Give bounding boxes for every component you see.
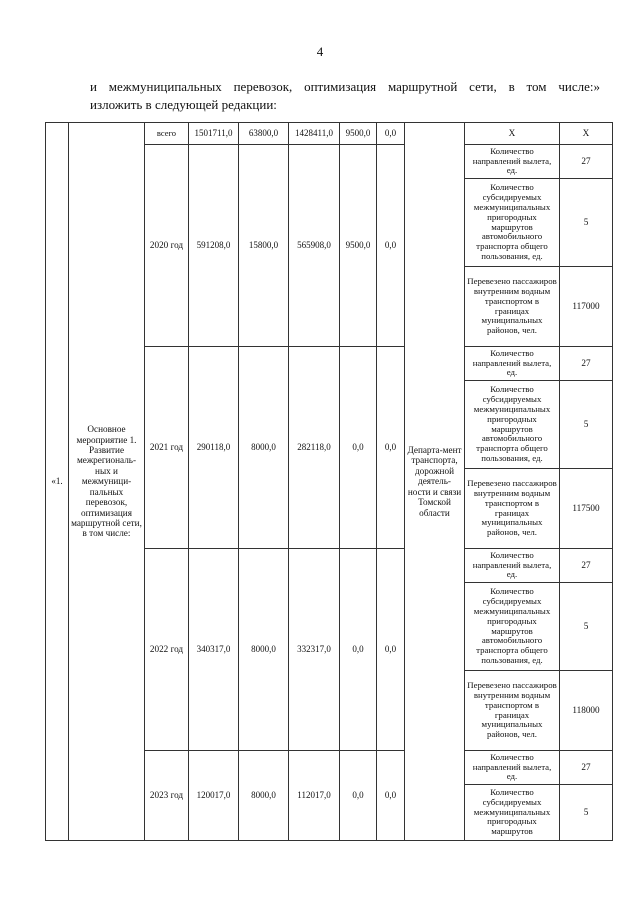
indicator-label: Количество субсидируемых межмуниципальных пригородных маршрутов автомобильного транспорта общего пользования, ед.: [465, 583, 560, 671]
indicator-value: 27: [560, 549, 613, 583]
value-cell: 591208,0: [189, 145, 239, 347]
value-cell: 15800,0: [239, 145, 289, 347]
indicator-value: 27: [560, 145, 613, 179]
value-cell: 282118,0: [289, 347, 340, 549]
intro-line-1: и межмуниципальных перевозок, оптимизация маршрутной сети, в том числе:»: [90, 79, 600, 94]
indicator-value: 27: [560, 751, 613, 785]
indicator-value: 118000: [560, 671, 613, 751]
total-indicator-value: Х: [560, 123, 613, 145]
indicator-value: 5: [560, 381, 613, 469]
indicator-label: Количество субсидируемых межмуниципальных пригородных маршрутов: [465, 785, 560, 841]
event-name: Основное мероприятие 1. Развитие межрегиональ-ных и межмуници-пальных перевозок, оптимизация маршрутной сети, в том числе:: [69, 123, 145, 841]
indicator-value: 5: [560, 179, 613, 267]
indicator-label: Количество направлений вылета, ед.: [465, 751, 560, 785]
value-cell: 290118,0: [189, 347, 239, 549]
value-cell: 112017,0: [289, 751, 340, 841]
value-cell: 120017,0: [189, 751, 239, 841]
year-cell: 2021 год: [145, 347, 189, 549]
value-cell: 0,0: [340, 347, 377, 549]
total-label: всего: [145, 123, 189, 145]
year-cell: 2020 год: [145, 145, 189, 347]
total-value: 63800,0: [239, 123, 289, 145]
year-cell: 2023 год: [145, 751, 189, 841]
value-cell: 0,0: [377, 347, 405, 549]
value-cell: 340317,0: [189, 549, 239, 751]
table-row-total: [46, 123, 613, 145]
total-value: 1501711,0: [189, 123, 239, 145]
total-value: 1428411,0: [289, 123, 340, 145]
value-cell: 0,0: [377, 549, 405, 751]
indicator-value: 27: [560, 347, 613, 381]
indicator-value: 5: [560, 785, 613, 841]
page-number: 4: [316, 44, 324, 59]
indicator-label: Количество субсидируемых межмуниципальных пригородных маршрутов автомобильного транспорта общего пользования, ед.: [465, 179, 560, 267]
total-value: 9500,0: [340, 123, 377, 145]
value-cell: 8000,0: [239, 347, 289, 549]
indicator-label: Количество направлений вылета, ед.: [465, 549, 560, 583]
total-value: 0,0: [377, 123, 405, 145]
indicator-value: 117000: [560, 267, 613, 347]
year-cell: 2022 год: [145, 549, 189, 751]
indicator-value: 5: [560, 583, 613, 671]
indicator-label: Количество направлений вылета, ед.: [465, 145, 560, 179]
row-number: «1.: [46, 123, 69, 841]
value-cell: 0,0: [340, 549, 377, 751]
value-cell: 565908,0: [289, 145, 340, 347]
total-indicator: Х: [465, 123, 560, 145]
value-cell: 0,0: [377, 145, 405, 347]
indicator-label: Перевезено пассажиров внутренним водным транспортом в границах муниципальных районов, чел.: [465, 671, 560, 751]
intro-line-2: изложить в следующей редакции:: [90, 97, 277, 112]
value-cell: 332317,0: [289, 549, 340, 751]
value-cell: 9500,0: [340, 145, 377, 347]
indicator-label: Перевезено пассажиров внутренним водным транспортом в границах муниципальных районов, чел.: [465, 469, 560, 549]
intro-text: [90, 78, 600, 114]
value-cell: 0,0: [377, 751, 405, 841]
indicator-label: Количество направлений вылета, ед.: [465, 347, 560, 381]
indicator-label: Количество субсидируемых межмуниципальных пригородных маршрутов автомобильного транспорта общего пользования, ед.: [465, 381, 560, 469]
indicator-value: 117500: [560, 469, 613, 549]
executor: Департа-мент транспорта, дорожной деятель-ности и связи Томской области: [405, 123, 465, 841]
value-cell: 0,0: [340, 751, 377, 841]
value-cell: 8000,0: [239, 549, 289, 751]
indicator-label: Перевезено пассажиров внутренним водным транспортом в границах муниципальных районов, чел.: [465, 267, 560, 347]
program-table: [45, 122, 613, 841]
value-cell: 8000,0: [239, 751, 289, 841]
